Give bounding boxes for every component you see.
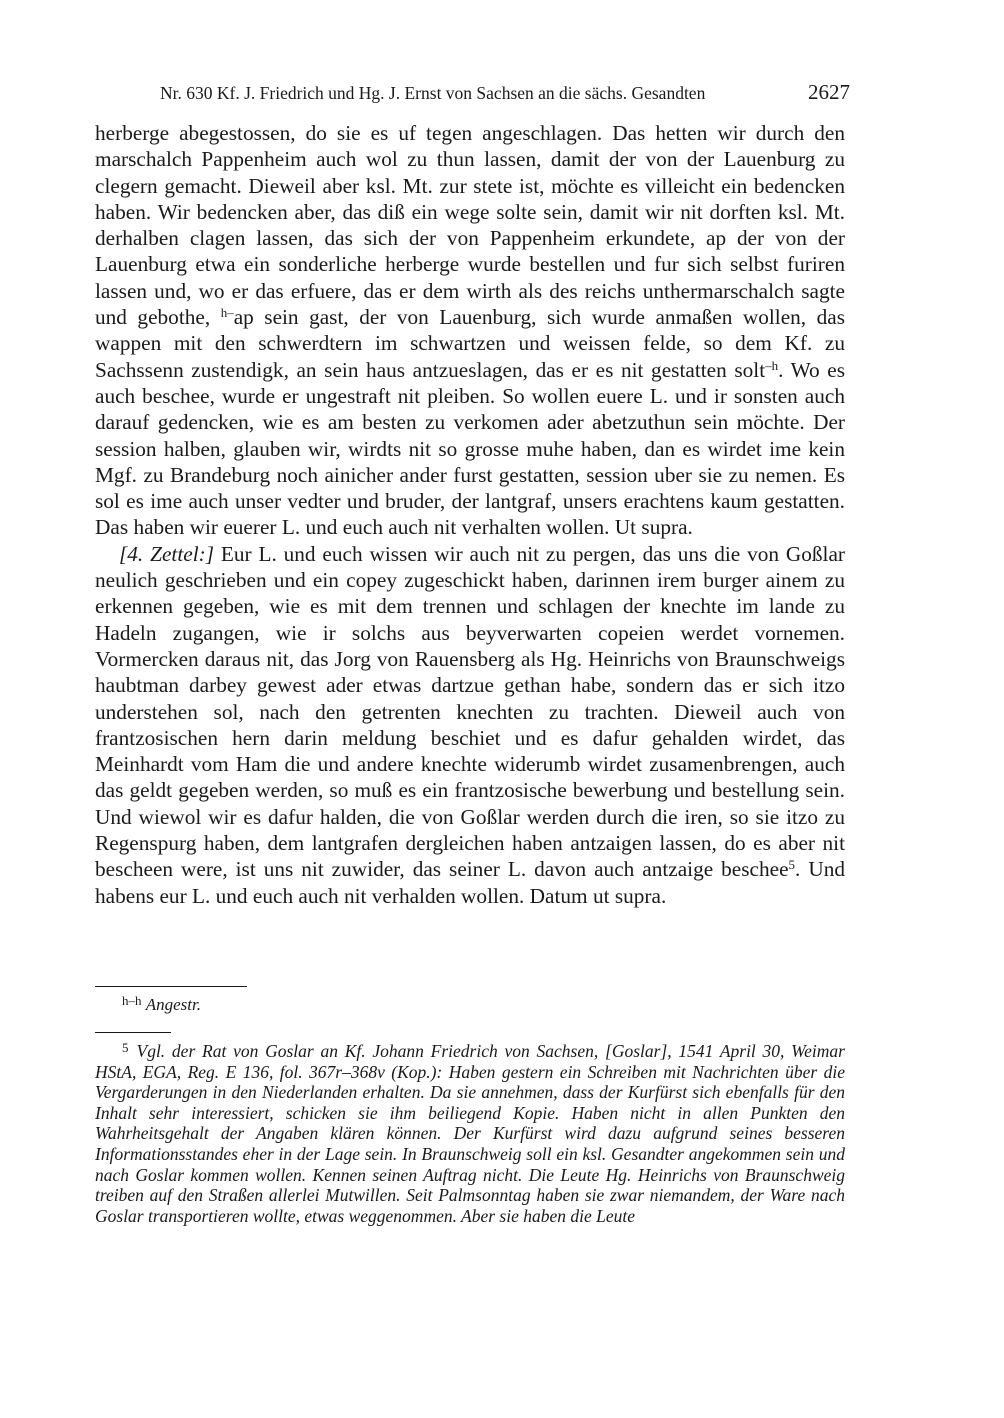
variant-footnote-rule: [95, 986, 247, 987]
footnote-ref-5: 5: [788, 857, 796, 873]
variant-mark-open: h–: [220, 305, 234, 321]
paragraph-2-text-b: . Und habens eur L. und euch auch nit verhalden wollen. Datum ut supra.: [95, 857, 845, 908]
content-footnote: [95, 1038, 845, 1226]
content-footnote-rule: [95, 1032, 171, 1033]
footnote-number: 5: [122, 1040, 129, 1055]
main-text: [95, 120, 845, 909]
paragraph-1-text-a: herberge abegestossen, do sie es uf tegen angeschlagen. Das hetten wir durch den marschalch Pappenheim auch wol zu thun lassen, damit der von der Lauenburg zu clegern gemacht. Dieweil aber ksl. Mt. zur stete ist, möchte es villeicht ein bedencken haben. Wir bedencken aber, das diß ein wege solte sein, damit wir nit dorften ksl. Mt. derhalben clagen lassen, das sich der von Pappenheim erkundete, ap der von der Lauenburg etwa ein sonderliche herberge wurde bestellen und fur sich selbst furiren lassen und, wo er das erfuere, das er dem wirth als des reichs unthermarschalch sagte und gebothe,: [95, 121, 845, 330]
paragraph-1-text-c: . Wo es auch beschee, wurde er ungestraft nit pleiben. So wollen euere L. und ir sonsten auch darauf gedencken, wie es am besten zu verkomen ader abetzuthun sein möchte. Der session halben, glauben wir, wirdts nit so grosse muhe haben, dan es wirdet ime kein Mgf. zu Brandeburg noch ainicher ander furst gestatten, session uber sie zu nemen. Es sol es ime auch unser vedter und bruder, der lantgraf, unsers erachtens kaum gestatten. Das haben wir euerer L. und euch auch nit verhalten wollen. Ut supra.: [95, 357, 846, 540]
variant-footnote: [122, 990, 201, 1016]
paragraph-1: [95, 120, 845, 541]
running-header: [160, 80, 850, 105]
page-number: 2627: [808, 80, 850, 104]
variant-mark-close: –h: [765, 357, 779, 373]
paragraph-1-text-b: ap sein gast, der von Lauenburg, sich wurde anmaßen wollen, das wappen mit den schwerdtern im schwartzen und weissen felde, so dem Kf. zu Sachssenn zustendigk, an sein haus antzueslagen, das er es nit gestatten solt: [95, 305, 846, 382]
variant-footnote-marker: h–h: [122, 993, 142, 1008]
paragraph-2-text-a: Eur L. und euch wissen wir auch nit zu pergen, das uns die von Goßlar neulich geschrieben und ein copey zugeschickt haben, darinnen irem burger ainem zu erkennen gegeben, wie es mit dem trennen und schlagen der knechte im lande zu Hadeln zugangen, wie ir solchs aus beyverwarten copeien werdet vornemen. Vormercken daraus nit, das Jorg von Rauensberg als Hg. Heinrichs von Braunschweigs haubtman darbey gewest ader etwas dartzue gethan habe, sondern das er sich itzo understehen sol, nach den getrenten knechten zu trachten. Dieweil auch von frantzosischen hern darin meldung beschiet und es dafur gehalden wirdet, das Meinhardt vom Ham die und andere knechte widerumb wirdet zusamenbrengen, auch das geldt gegeben werden, so muß es ein frantzosische bewerbung und bestellung sein. Und wiewol wir es dafur halden, die von Goßlar werden durch die iren, so sie itzo zu Regenspurg haben, dem lantgrafen dergleichen haben antzaigen lassen, do es aber nit bescheen were, ist uns nit zuwider, das seiner L. davon auch antzaige beschee: [95, 541, 846, 882]
paragraph-2: [95, 541, 845, 909]
variant-footnote-text: Angestr.: [145, 995, 201, 1014]
header-title: Nr. 630 Kf. J. Friedrich und Hg. J. Ernst von Sachsen an die sächs. Gesandten: [160, 83, 706, 103]
zettel-label: [4. Zettel:]: [119, 541, 214, 566]
footnote-text: Vgl. der Rat von Goslar an Kf. Johann Friedrich von Sachsen, [Goslar], 1541 April 30, Weimar HStA, EGA, Reg. E 136, fol. 367r–368v (Kop.): Haben gestern ein Schreiben mit Nachrichten über die Vergarderungen in den Niederlanden erhalten. Da sie annehmen, dass der Kurfürst sich ebenfalls für den Inhalt sehr interessiert, schicken sie ihm beiliegend Kopie. Haben nicht in allen Punkten den Wahrheitsgehalt der Angaben klären können. Der Kurfürst wird dazu aufgrund seines besseren Informationsstandes eher in der Lage sein. In Braunschweig soll ein ksl. Gesandter angekommen sein und nach Goslar kommen wollen. Kennen seinen Auftrag nicht. Die Leute Hg. Heinrichs von Braunschweig treiben auf den Straßen allerlei Mutwillen. Seit Palmsonntag haben sie zwar niemandem, der Ware nach Goslar transportieren wollte, etwas weggenommen. Aber sie haben die Leute: [95, 1041, 845, 1226]
